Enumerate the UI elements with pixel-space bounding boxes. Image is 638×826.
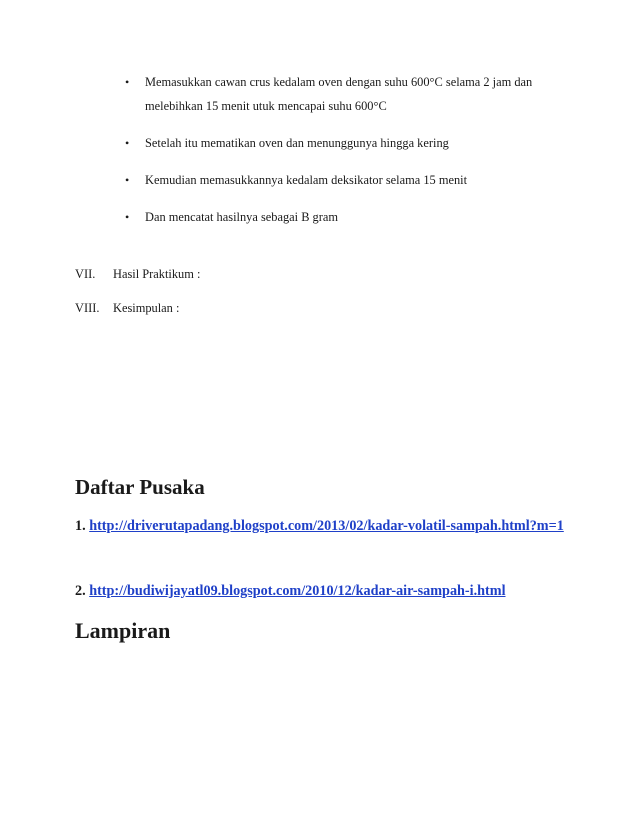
list-item — [125, 131, 565, 155]
daftar-pusaka-heading: Daftar Pusaka — [75, 475, 205, 499]
reference-link[interactable]: http://driverutapadang.blogspot.com/2013/02/kadar-volatil-sampah.html?m=1 — [89, 518, 564, 534]
bullet-icon: • — [125, 75, 130, 89]
bullet-text: Memasukkan cawan crus kedalam oven dengan suhu 600°C selama 2 jam dan melebihkan 15 menit utuk mencapai suhu 600°C — [145, 75, 533, 113]
procedure-bullet-list — [125, 70, 565, 242]
list-item — [125, 205, 565, 229]
section-number: VII. — [75, 267, 96, 281]
list-item — [125, 168, 565, 192]
reference-number: 1. — [75, 518, 86, 534]
section-title: Kesimpulan : — [113, 301, 180, 315]
reference-number: 2. — [75, 583, 86, 599]
section-number: VIII. — [75, 301, 100, 315]
section-kesimpulan — [75, 298, 179, 318]
bullet-text: Dan mencatat hasilnya sebagai B gram — [145, 210, 339, 224]
reference-item — [75, 513, 565, 540]
bullet-icon: • — [125, 136, 130, 150]
list-item — [125, 70, 565, 118]
reference-link[interactable]: http://budiwijayatl09.blogspot.com/2010/12/kadar-air-sampah-i.html — [89, 583, 506, 599]
bullet-text: Kemudian memasukkannya kedalam deksikator selama 15 menit — [145, 173, 468, 187]
section-title: Hasil Praktikum : — [113, 267, 201, 281]
bullet-icon: • — [125, 173, 130, 187]
section-hasil-praktikum — [75, 264, 200, 284]
bullet-icon: • — [125, 210, 130, 224]
lampiran-heading: Lampiran — [75, 618, 171, 643]
bullet-text: Setelah itu mematikan oven dan menunggunya hingga kering — [145, 136, 449, 150]
reference-item — [75, 578, 565, 605]
